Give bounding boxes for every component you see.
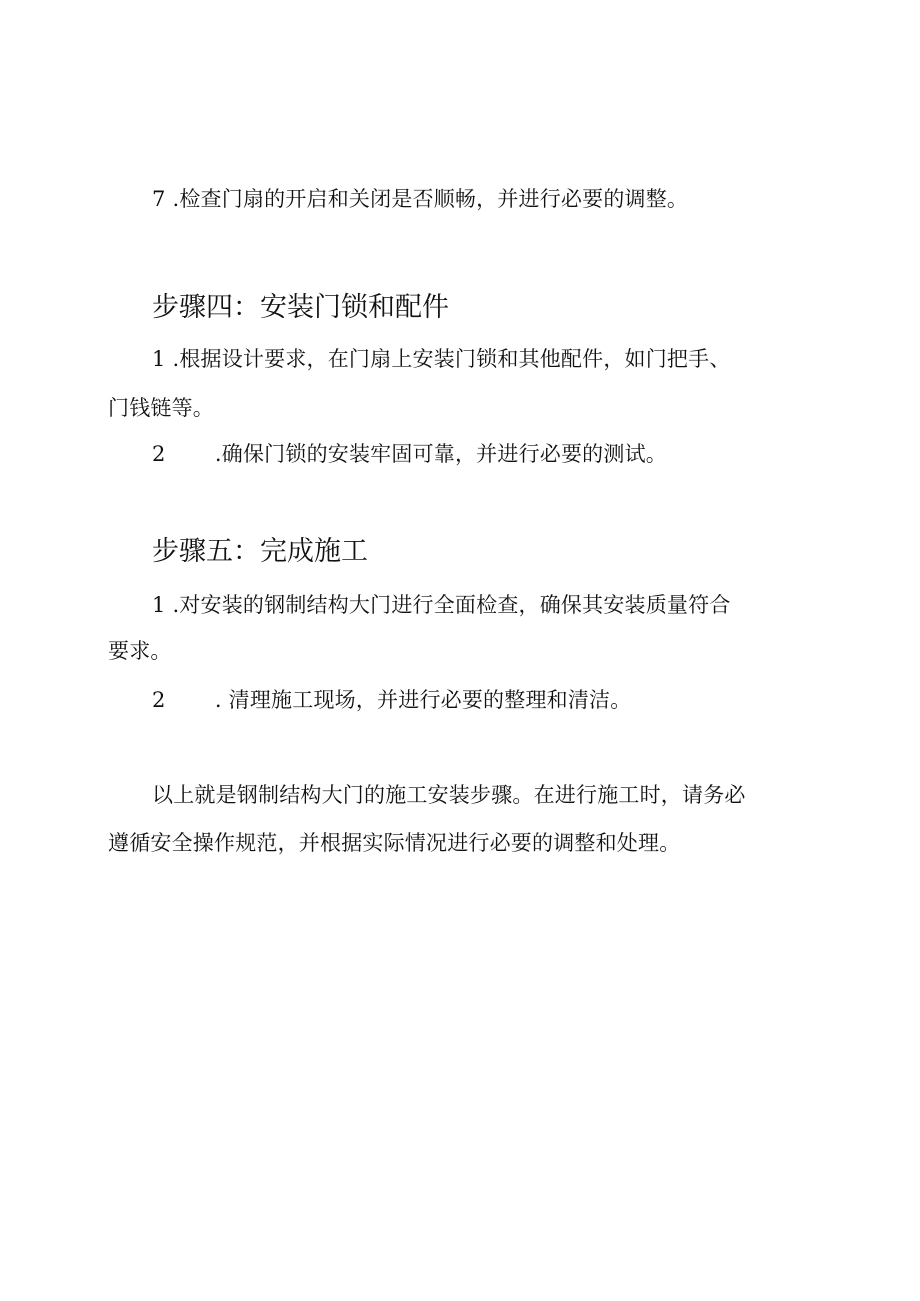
item-text: .确保门锁的安装牢固可靠，并进行必要的测试。 [214, 442, 667, 466]
item-number: 2 [152, 688, 166, 712]
step4-item1-line1 [152, 344, 731, 374]
conclusion-line2: 遵循安全操作规范，并根据实际情况进行必要的调整和处理。 [108, 831, 681, 855]
step5-item1-line1 [152, 590, 731, 620]
step4-item1-line2: 门钱链等。 [108, 396, 214, 420]
item-number: 1 [152, 347, 166, 371]
item-number: 1 [152, 593, 166, 617]
step4-item2 [152, 439, 667, 469]
section-heading-step4: 步骤四：安装门锁和配件 [152, 292, 449, 323]
step5-item2 [152, 685, 631, 715]
item-text: .根据设计要求，在门扇上安装门锁和其他配件，如门把手、 [172, 347, 731, 371]
section-heading-step5: 步骤五：完成施工 [152, 536, 368, 567]
conclusion-line1: 以上就是钢制结构大门的施工安装步骤。在进行施工时，请务必 [152, 783, 746, 807]
step5-item1-line2: 要求。 [108, 639, 172, 663]
item-text: .检查门扇的开启和关闭是否顺畅，并进行必要的调整。 [172, 187, 689, 211]
step3-item7 [152, 184, 688, 214]
item-text: . 清理施工现场，并进行必要的整理和清洁。 [214, 688, 632, 712]
item-number: 7 [152, 187, 166, 211]
item-text: .对安装的钢制结构大门进行全面检查，确保其安装质量符合 [172, 593, 731, 617]
item-number: 2 [152, 442, 166, 466]
